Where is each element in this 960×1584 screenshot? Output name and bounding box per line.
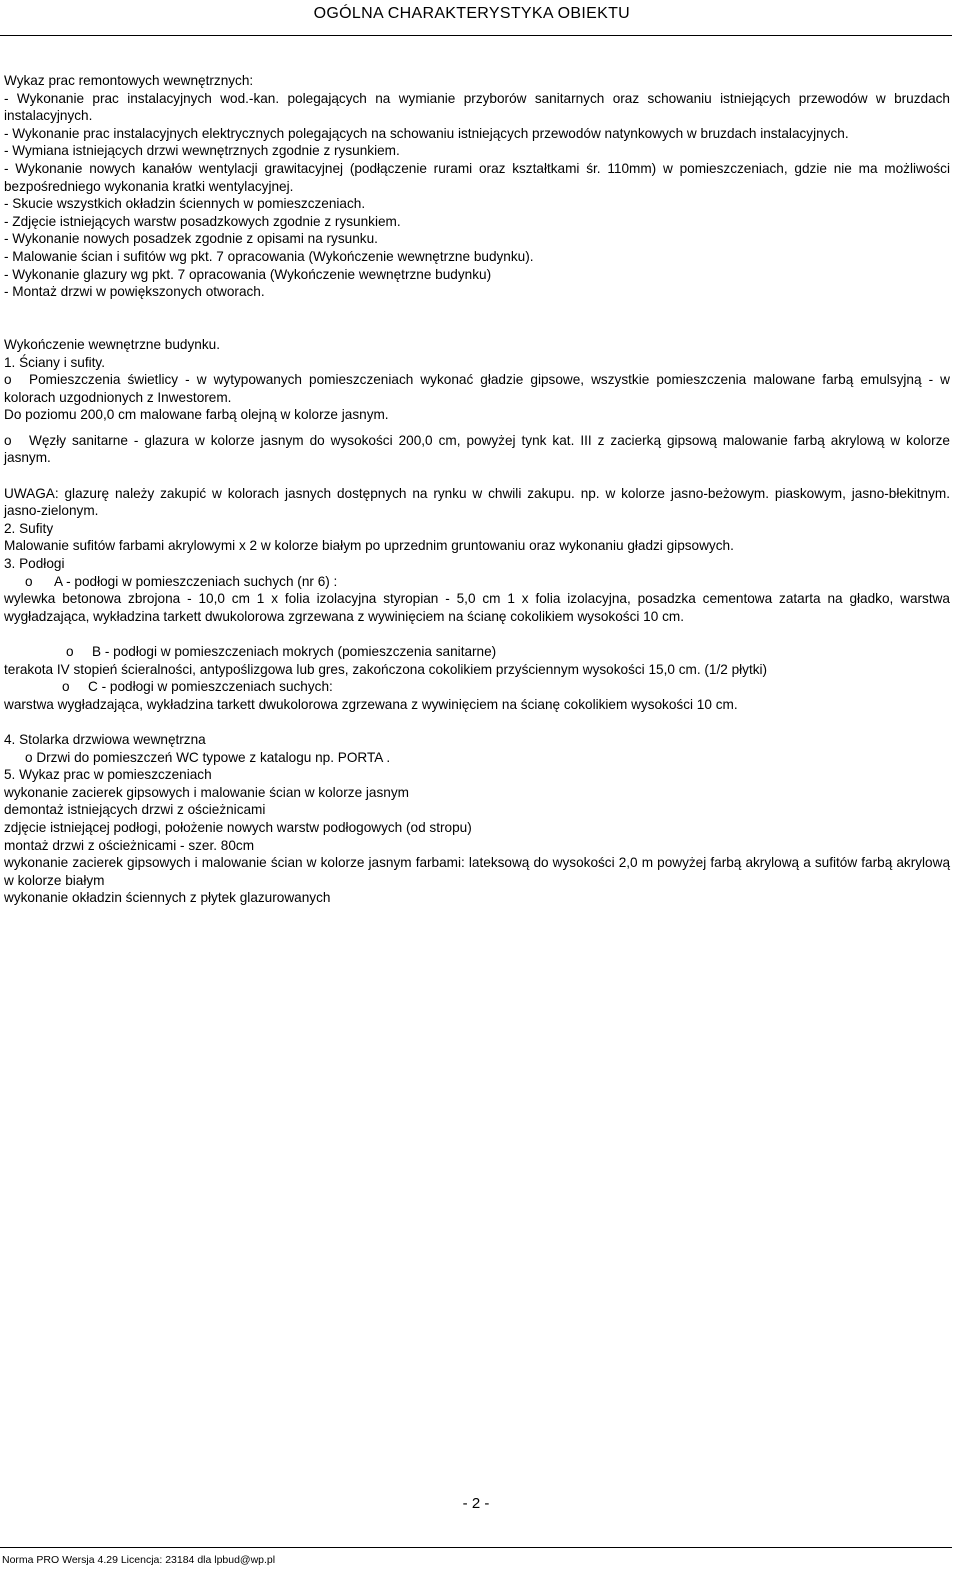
section-4-item: o Drzwi do pomieszczeń WC typowe z katalogu np. PORTA .: [25, 749, 391, 765]
walls-bullet-1: [4, 371, 950, 406]
floor-a-label-text: A - podłogi w pomieszczeniach suchych (nr 6) :: [54, 573, 338, 589]
floor-b-label: [4, 643, 950, 661]
page-footer: [0, 1547, 952, 1566]
section-5-title: 5. Wykaz prac w pomieszczeniach: [4, 767, 212, 783]
section-2-title: 2. Sufity: [4, 520, 54, 536]
section-2-text: Malowanie sufitów farbami akrylowymi x 2 w kolorze białym po uprzednim gruntowaniu oraz wykonaniu gładzi gipsowych.: [4, 538, 734, 554]
floor-b-text: terakota IV stopień ścieralności, antypoślizgowa lub gres, zakończona cokolikiem przyściennym wysokości 15,0 cm. (1/2 płytki): [4, 661, 768, 677]
floor-b-label-text: B - podłogi w pomieszczeniach mokrych (pomieszczenia sanitarne): [92, 644, 497, 659]
remont-item: - Malowanie ścian i sufitów wg pkt. 7 opracowania (Wykończenie wewnętrzne budynku).: [4, 248, 534, 264]
walls-bullet-1-text: Pomieszczenia świetlicy - w wytypowanych pomieszczeniach wykonać gładzie gipsowe, wszystkie pomieszczenia malowane farbą emulsyjną - w kolorach uzgodnionych z Inwestorem.: [4, 372, 950, 405]
footer-license-text: Norma PRO Wersja 4.29 Licencja: 23184 dla lpbud@wp.pl: [2, 1554, 276, 1566]
work-item: wykonanie okładzin ściennych z płytek glazurowanych: [4, 890, 331, 906]
section-4-title: 4. Stolarka drzwiowa wewnętrzna: [4, 731, 206, 747]
work-item: demontaż istniejących drzwi z ościeżnicami: [4, 802, 266, 818]
remont-item: - Montaż drzwi w powiększonych otworach.: [4, 284, 265, 300]
remont-item: - Wykonanie prac instalacyjnych wod.-kan. polegających na wymianie przyborów sanitarnych oraz schowaniu istniejących przewodów w bruzdach instalacyjnych.: [4, 90, 950, 124]
bullet-marker: o: [62, 679, 70, 695]
page-header: [0, 5, 952, 36]
remont-item: - Wykonanie glazury wg pkt. 7 opracowania (Wykończenie wewnętrzne budynku): [4, 266, 492, 282]
bullet-marker: o: [4, 432, 12, 448]
walls-paint-note: Do poziomu 200,0 cm malowane farbą olejną w kolorze jasnym.: [4, 407, 389, 423]
work-item: wykonanie zacierek gipsowych i malowanie ścian w kolorze jasnym: [4, 784, 409, 800]
floor-a-label: [4, 573, 950, 591]
floor-c-label-text: C - podłogi w pomieszczeniach suchych:: [88, 679, 333, 695]
bullet-marker: o: [66, 644, 74, 659]
walls-bullet-2-text: Węzły sanitarne - glazura w kolorze jasnym do wysokości 200,0 cm, powyżej tynk kat. III z zacierką gipsową malowanie farbą akrylową w kolorze jasnym.: [4, 432, 950, 466]
section-3-title: 3. Podłogi: [4, 556, 65, 572]
page-header-title: OGÓLNA CHARAKTERYSTYKA OBIEKTU: [313, 5, 630, 22]
bullet-marker: o: [4, 372, 12, 388]
work-item: wykonanie zacierek gipsowych i malowanie ścian w kolorze jasnym farbami: lateksową do wysokości 2,0 m powyżej farbą akrylową a sufitów farbą akrylową w kolorze białym: [4, 855, 950, 888]
uwaga-note: UWAGA: glazurę należy zakupić w kolorach jasnych dostępnych na rynku w chwili zakupu. np. w kolorze jasno-beżowym. piaskowym, jasno-błekitnym. jasno-zielonym.: [4, 485, 950, 519]
document-body: [4, 72, 950, 907]
remont-item: - Wykonanie nowych kanałów wentylacji grawitacyjnej (podłączenie rurami oraz kształtkami śr. 110mm) w pomieszczeniach, gdzie nie ma możliwości bezpośredniego wykonania kratki wentylacyjnej.: [4, 160, 950, 194]
work-item: montaż drzwi z ościeżnicami - szer. 80cm: [4, 837, 255, 853]
bullet-marker: o: [25, 573, 33, 589]
remont-item: - Zdjęcie istniejących warstw posadzkowych zgodnie z rysunkiem.: [4, 213, 401, 229]
section-1-title: 1. Ściany i sufity.: [4, 354, 105, 370]
remont-heading: Wykaz prac remontowych wewnętrznych:: [4, 73, 254, 88]
walls-bullet-2: [4, 432, 950, 467]
floor-c-text: warstwa wygładzająca, wykładzina tarkett dwukolorowa zgrzewana z wywinięciem na ścianę cokolikiem wysokości 10 cm.: [4, 696, 738, 712]
work-item: zdjęcie istniejącej podłogi, położenie nowych warstw podłogowych (od stropu): [4, 819, 472, 835]
remont-item: - Wykonanie nowych posadzek zgodnie z opisami na rysunku.: [4, 231, 378, 247]
finishing-heading: Wykończenie wewnętrzne budynku.: [4, 336, 220, 352]
floor-c-label: [4, 678, 950, 696]
remont-item: - Skucie wszystkich okładzin ściennych w pomieszczeniach.: [4, 196, 366, 212]
remont-item: - Wykonanie prac instalacyjnych elektrycznych polegających na schowaniu istniejących przewodów natynkowych w bruzdach instalacyjnych.: [4, 125, 849, 141]
remont-item: - Wymiana istniejących drzwi wewnętrznych zgodnie z rysunkiem.: [4, 143, 400, 159]
page-number: - 2 -: [462, 1495, 490, 1512]
floor-a-text: wylewka betonowa zbrojona - 10,0 cm 1 x folia izolacyjna styropian - 5,0 cm 1 x folia izolacyjna, posadzka cementowa zatarta na gładko, warstwa wygładzająca, wykładzina tarkett dwukolorowa zgrzewana z wywinięciem na ścianę cokolikiem wysokości 10 cm.: [4, 591, 950, 624]
